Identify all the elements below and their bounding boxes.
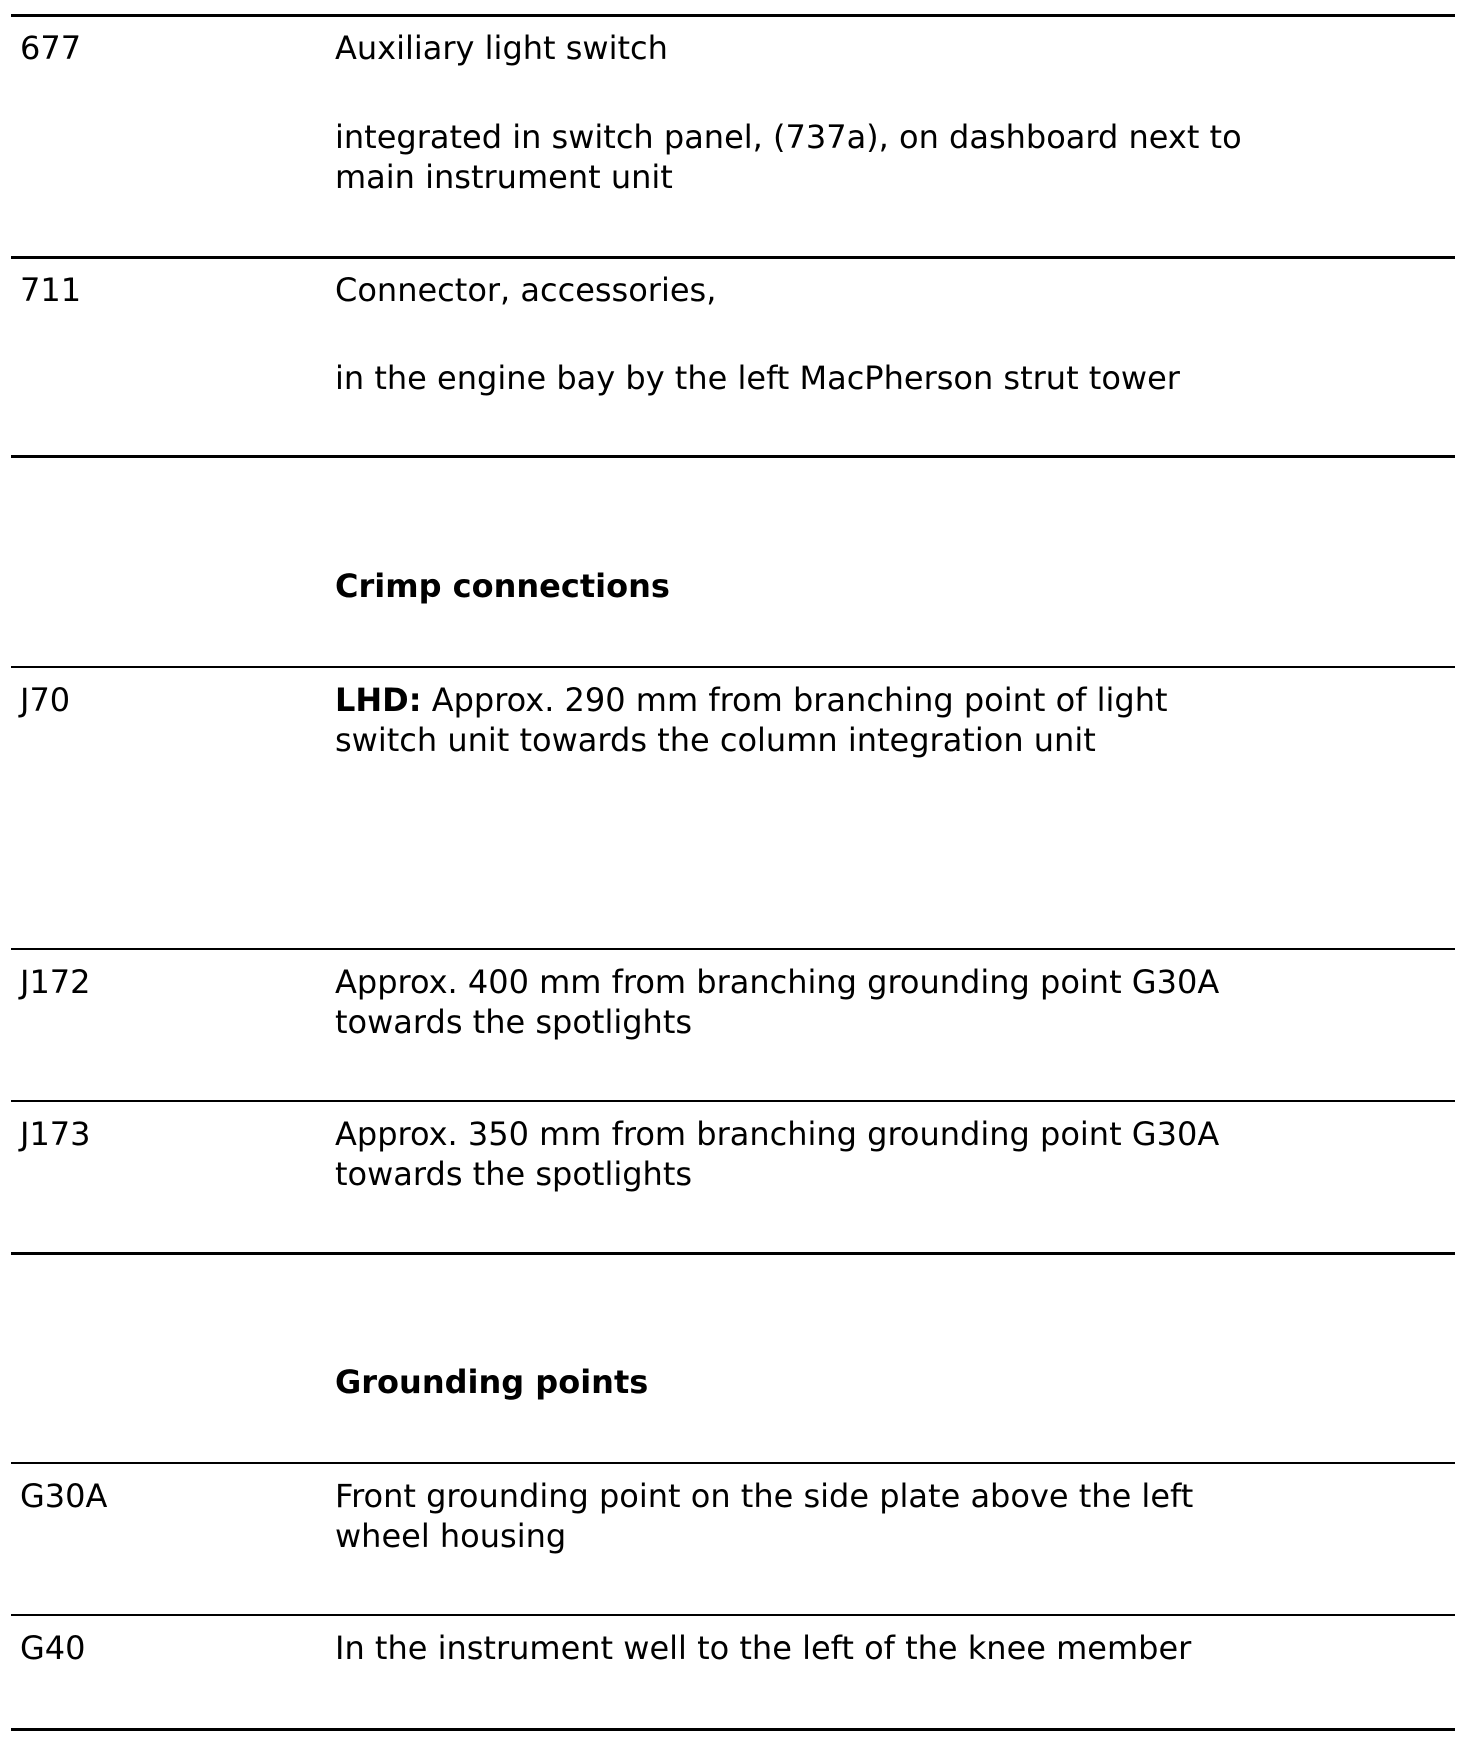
row-note: main instrument unit: [335, 158, 673, 196]
row-description: wheel housing: [335, 1517, 567, 1555]
table-rule: [11, 1252, 1455, 1255]
table-rule: [11, 14, 1455, 17]
row-code: J172: [20, 963, 91, 1001]
row-note: in the engine bay by the left MacPherson strut tower: [335, 359, 1180, 397]
row-prefix: LHD:: [335, 681, 422, 719]
section-heading: Crimp connections: [335, 567, 670, 605]
row-description: Auxiliary light switch: [335, 29, 668, 67]
row-description: [335, 680, 1168, 721]
row-description: Front grounding point on the side plate above the left: [335, 1477, 1194, 1515]
table-rule: [11, 256, 1455, 259]
row-description: Approx. 350 mm from branching grounding point G30A: [335, 1115, 1220, 1153]
table-rule: [11, 1462, 1455, 1464]
row-description: towards the spotlights: [335, 1003, 693, 1041]
row-code: 677: [20, 29, 82, 67]
row-note: integrated in switch panel, (737a), on dashboard next to: [335, 118, 1242, 156]
table-rule: [11, 1614, 1455, 1616]
row-code: J173: [20, 1115, 91, 1153]
row-text: Approx. 290 mm from branching point of light: [421, 681, 1168, 719]
row-description: Connector, accessories,: [335, 271, 717, 309]
table-rule: [11, 455, 1455, 458]
row-description: Approx. 400 mm from branching grounding point G30A: [335, 963, 1220, 1001]
table-rule: [11, 1100, 1455, 1102]
table-rule: [11, 1728, 1455, 1731]
row-description: towards the spotlights: [335, 1155, 693, 1193]
row-description: switch unit towards the column integration unit: [335, 721, 1096, 759]
row-description: In the instrument well to the left of the knee member: [335, 1629, 1192, 1667]
row-code: J70: [20, 681, 71, 719]
table-rule: [11, 948, 1455, 950]
row-code: G30A: [20, 1477, 108, 1515]
table-rule: [11, 666, 1455, 668]
row-code: 711: [20, 271, 82, 309]
row-code: G40: [20, 1629, 86, 1667]
section-heading: Grounding points: [335, 1363, 649, 1401]
